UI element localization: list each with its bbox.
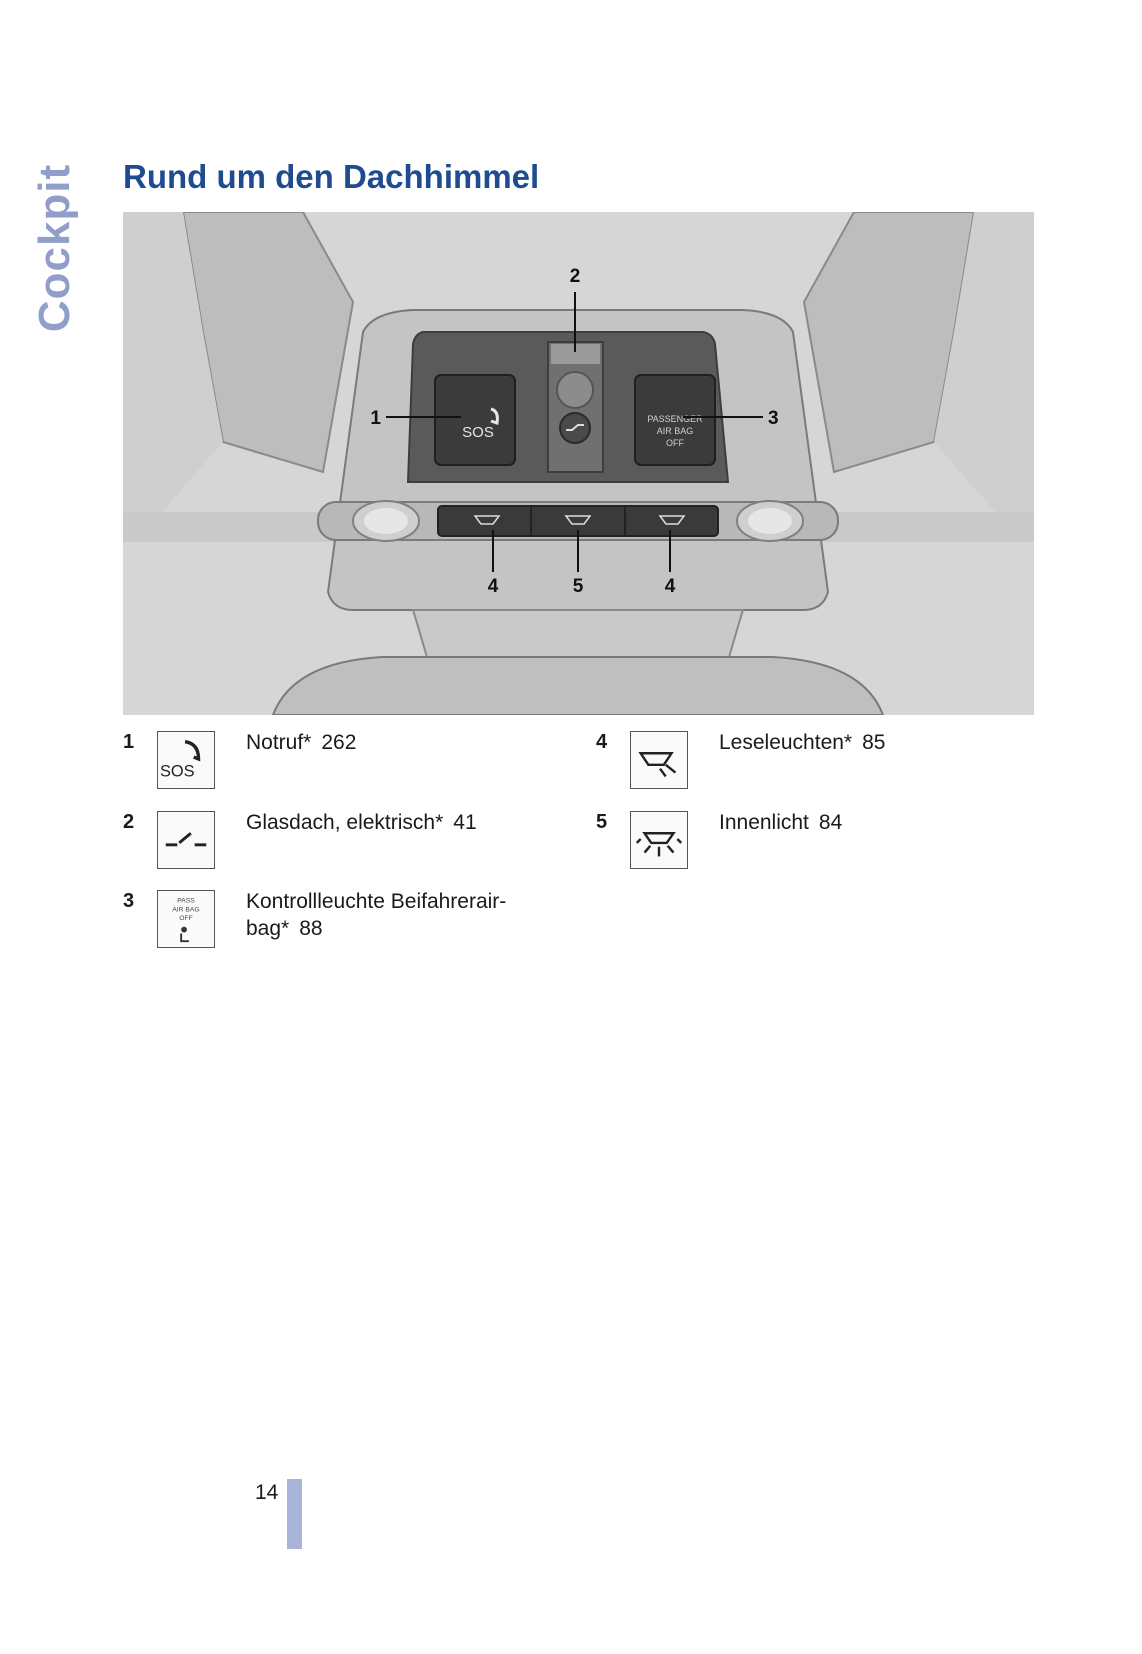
callout-1: 1 — [370, 408, 381, 429]
legend-number: 3 — [123, 890, 135, 912]
page-marker-bar — [287, 1479, 302, 1549]
callout-4-right: 4 — [664, 576, 676, 597]
roof-console-illustration — [123, 212, 1034, 715]
legend-page[interactable]: 262 — [321, 731, 357, 754]
legend-label-line-2: bag* — [246, 917, 290, 940]
passenger-label-2: AIR BAG — [656, 426, 694, 436]
sos-phone-icon — [157, 731, 215, 789]
legend-label: Innenlicht — [719, 811, 809, 834]
legend-page[interactable]: 88 — [299, 917, 323, 940]
passenger-label-1: PASSENGER — [647, 414, 703, 424]
airbag-icon-text-3: OFF — [179, 914, 193, 922]
callout-3: 3 — [768, 408, 779, 429]
legend-label-line-1: Kontrollleuchte Beifahrerair- — [246, 890, 507, 913]
legend-item-2 — [123, 795, 573, 855]
callout-4-left: 4 — [487, 576, 499, 597]
page-title: Rund um den Dachhimmel — [123, 158, 540, 195]
svg-text:SOS: SOS — [159, 762, 195, 781]
legend-page[interactable]: 85 — [862, 731, 886, 754]
interior-light-icon — [630, 811, 688, 869]
legend-label: Leseleuchten* — [719, 731, 853, 754]
legend-item-5 — [596, 795, 1036, 855]
sos-button-label: SOS — [462, 424, 494, 441]
page-number: 14 — [255, 1481, 279, 1504]
airbag-icon-text-2: AIR BAG — [172, 906, 200, 914]
glass-roof-icon — [157, 811, 215, 869]
section-tab — [30, 160, 80, 335]
legend-number: 1 — [123, 731, 135, 753]
section-tab-label: Cockpit — [30, 163, 79, 332]
legend-label: Glasdach, elektrisch* — [246, 811, 444, 834]
legend-number: 4 — [596, 731, 608, 753]
legend-item-1 — [123, 715, 573, 781]
legend-number: 5 — [596, 811, 608, 833]
legend-page[interactable]: 84 — [818, 811, 843, 834]
passenger-airbag-off-icon — [157, 890, 215, 948]
passenger-label-3: OFF — [666, 438, 684, 448]
legend-item-4 — [596, 715, 1036, 775]
reading-light-icon — [630, 731, 688, 789]
legend-item-3 — [123, 874, 573, 954]
legend-label: Notruf* — [246, 731, 312, 754]
callout-2: 2 — [569, 266, 581, 287]
legend-number: 2 — [123, 811, 135, 833]
legend-page[interactable]: 41 — [453, 811, 477, 834]
airbag-icon-text-1: PASS — [177, 897, 195, 905]
callout-5: 5 — [572, 576, 584, 597]
